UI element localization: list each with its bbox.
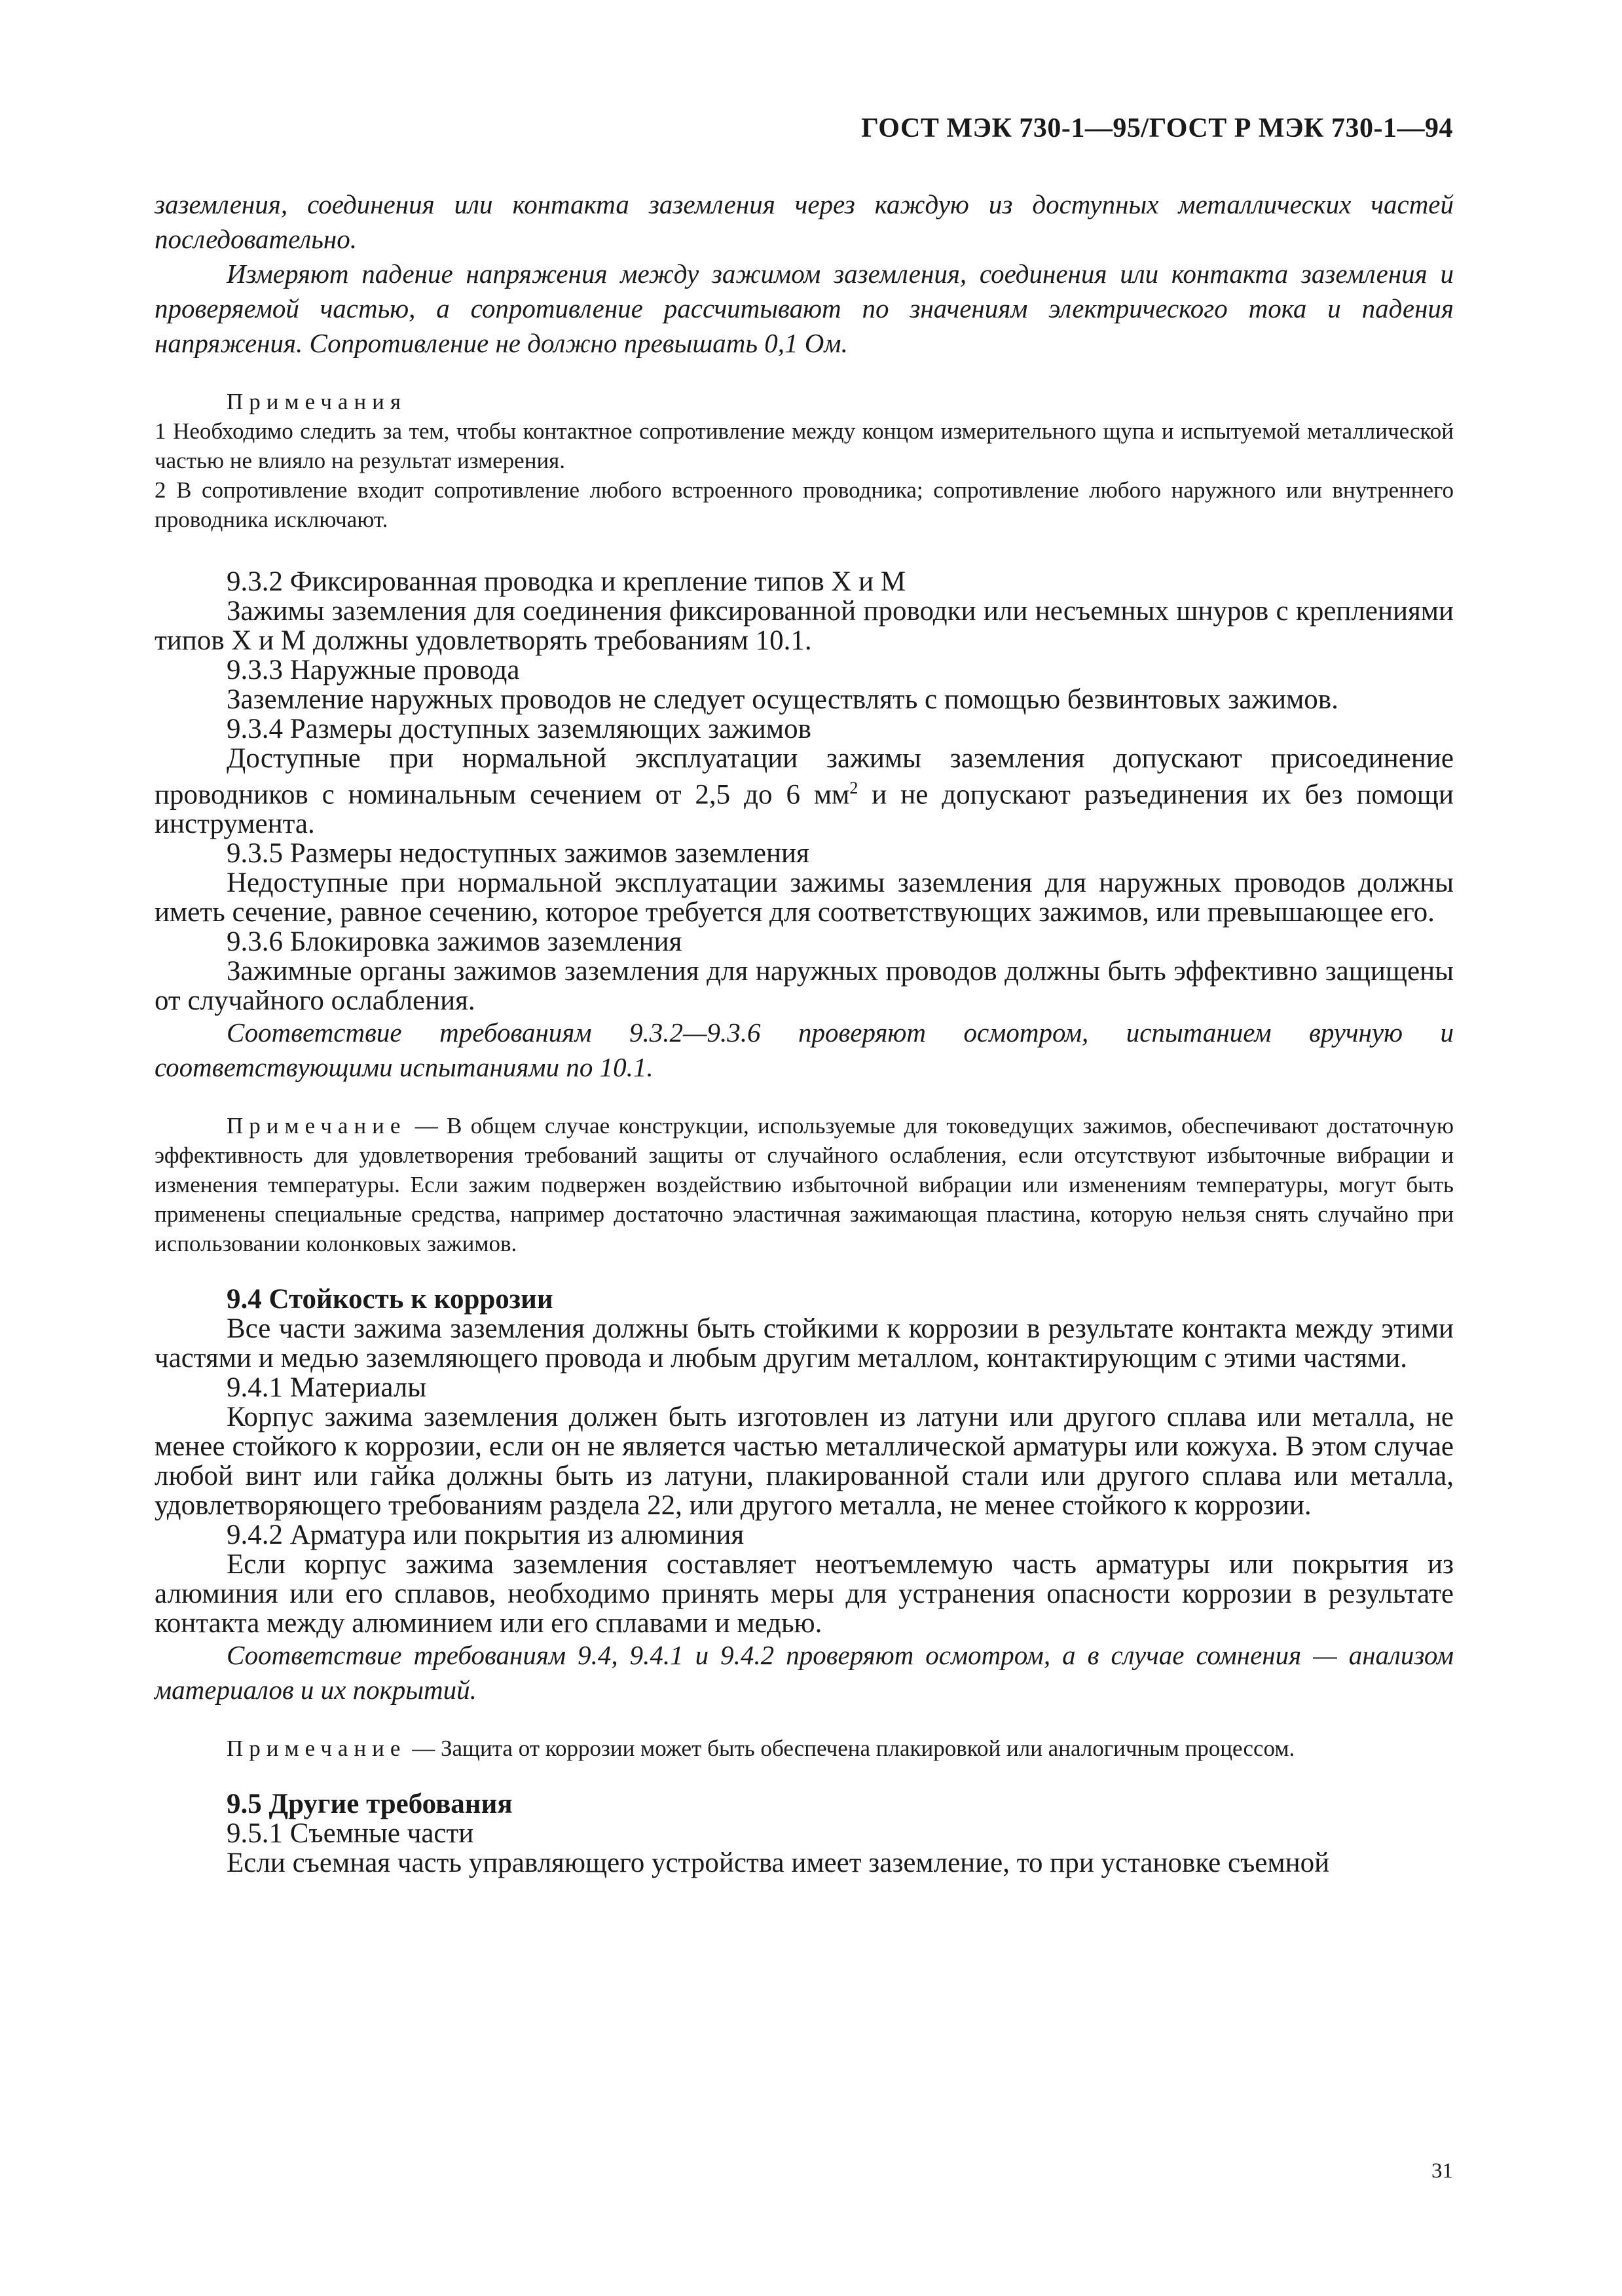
notes-title: Примечания — [227, 389, 407, 414]
heading-9-3-2: 9.3.2 Фиксированная проводка и крепление типов X и M — [227, 566, 906, 597]
heading-9-3-5: 9.3.5 Размеры недоступных зажимов заземления — [227, 838, 809, 869]
paragraph-9-4-2: Если корпус зажима заземления составляет неотъемлемую часть арматуры или покрытия из алюминия или его сплавов, необходимо принять меры для устранения опасности коррозии в результате контакта между алюминием или его сплавами и медью. — [155, 1549, 1454, 1639]
page-body — [155, 187, 1454, 1878]
paragraph-9-3-4: Доступные при нормальной эксплуатации зажимы заземления допускают присоединение проводников с номинальным сечением от 2,5 до 6 $мм^2$ и не допускают разъединения их без помощи инструмента. — [155, 743, 1454, 840]
heading-9-5-1: 9.5.1 Съемные части — [227, 1818, 474, 1850]
note-1: 1 Необходимо следить за тем, чтобы контактное сопротивление между концом измерительного щупа и испытуемой металлической частью не влияло на результат измерения. — [155, 418, 1454, 473]
page-number: 31 — [1431, 2159, 1453, 2183]
paragraph-9-5-1: Если съемная часть управляющего устройства имеет заземление, то при установке съемной — [227, 1848, 1330, 1879]
page-header: ГОСТ МЭК 730-1—95/ГОСТ Р МЭК 730-1—94 — [861, 113, 1453, 143]
paragraph-9-3-3: Заземление наружных проводов не следует осуществлять с помощью безвинтовых зажимов. — [227, 684, 1338, 715]
paragraph-9-3-5: Недоступные при нормальной эксплуатации зажимы заземления для наружных проводов должны иметь сечение, равное сечению, которое требуется для соответствующих зажимов, или превышающее его. — [155, 867, 1454, 928]
heading-9-3-3: 9.3.3 Наружные провода — [227, 655, 520, 685]
heading-9-4-1: 9.4.1 Материалы — [227, 1372, 427, 1404]
compliance-9-3: Соответствие требованиям 9.3.2—9.3.6 проверяют осмотром, испытанием вручную и соответствующими испытаниями по 10.1. — [155, 1017, 1454, 1083]
paragraph-measurement: Измеряют падение напряжения между зажимом заземления, соединения или контакта заземления и проверяемой частью, а сопротивление рассчитывают по значениям электрического тока и падения напряжения. Сопротивление не должно превышать 0,1 Ом. — [155, 259, 1454, 358]
note-2: 2 В сопротивление входит сопротивление любого встроенного проводника; сопротивление любого наружного или внутреннего проводника исключают. — [155, 477, 1454, 532]
paragraph-9-4: Все части зажима заземления должны быть стойкими к коррозии в результате контакта между этими частями и медью заземляющего провода и любым другим металлом, контактирующим с этими частями. — [155, 1313, 1454, 1374]
note-3: Примечание — В общем случае конструкции, используемые для токоведущих зажимов, обеспечивают достаточную эффективность для удовлетворения требований защиты от случайного ослабления, если отсутствуют избыточные вибрации и изменения температуры. Если зажим подвержен воздействию избыточной вибрации или изменениям температуры, могут быть применены специальные средства, например достаточно эластичная зажимающая пластина, которую нельзя снять случайно при использовании колонковых зажимов. — [155, 1113, 1454, 1257]
paragraph-continuation: заземления, соединения или контакта заземления через каждую из доступных металлических частей последовательно. — [155, 189, 1454, 254]
note-4: Примечание — Защита от коррозии может быть обеспечена плакировкой или аналогичным процессом. — [227, 1736, 1295, 1762]
heading-9-5: 9.5 Другие требования — [227, 1789, 513, 1820]
heading-9-4: 9.4 Стойкость к коррозии — [227, 1284, 553, 1315]
paragraph-9-4-1: Корпус зажима заземления должен быть изготовлен из латуни или другого сплава или металла, не менее стойкого к коррозии, если он не является частью металлической арматуры или кожуха. В этом случае любой винт или гайка должны быть из латуни, плакированной стали или другого сплава или металла, удовлетворяющего требованиям раздела 22, или другого металла, не менее стойкого к коррозии. — [155, 1402, 1454, 1522]
heading-9-3-6: 9.3.6 Блокировка зажимов заземления — [227, 926, 682, 958]
heading-9-4-2: 9.4.2 Арматура или покрытия из алюминия — [227, 1520, 745, 1551]
paragraph-9-3-6: Зажимные органы зажимов заземления для наружных проводов должны быть эффективно защищены от случайного ослабления. — [155, 956, 1454, 1017]
heading-9-3-4: 9.3.4 Размеры доступных заземляющих зажимов — [227, 714, 811, 744]
compliance-9-4: Соответствие требованиям 9.4, 9.4.1 и 9.4.2 проверяют осмотром, а в случае сомнения — анализом материалов и их покрытий. — [155, 1640, 1454, 1705]
paragraph-9-3-2: Зажимы заземления для соединения фиксированной проводки или несъемных шнуров с креплениями типов X и M должны удовлетворять требованиям 10.1. — [155, 596, 1454, 656]
